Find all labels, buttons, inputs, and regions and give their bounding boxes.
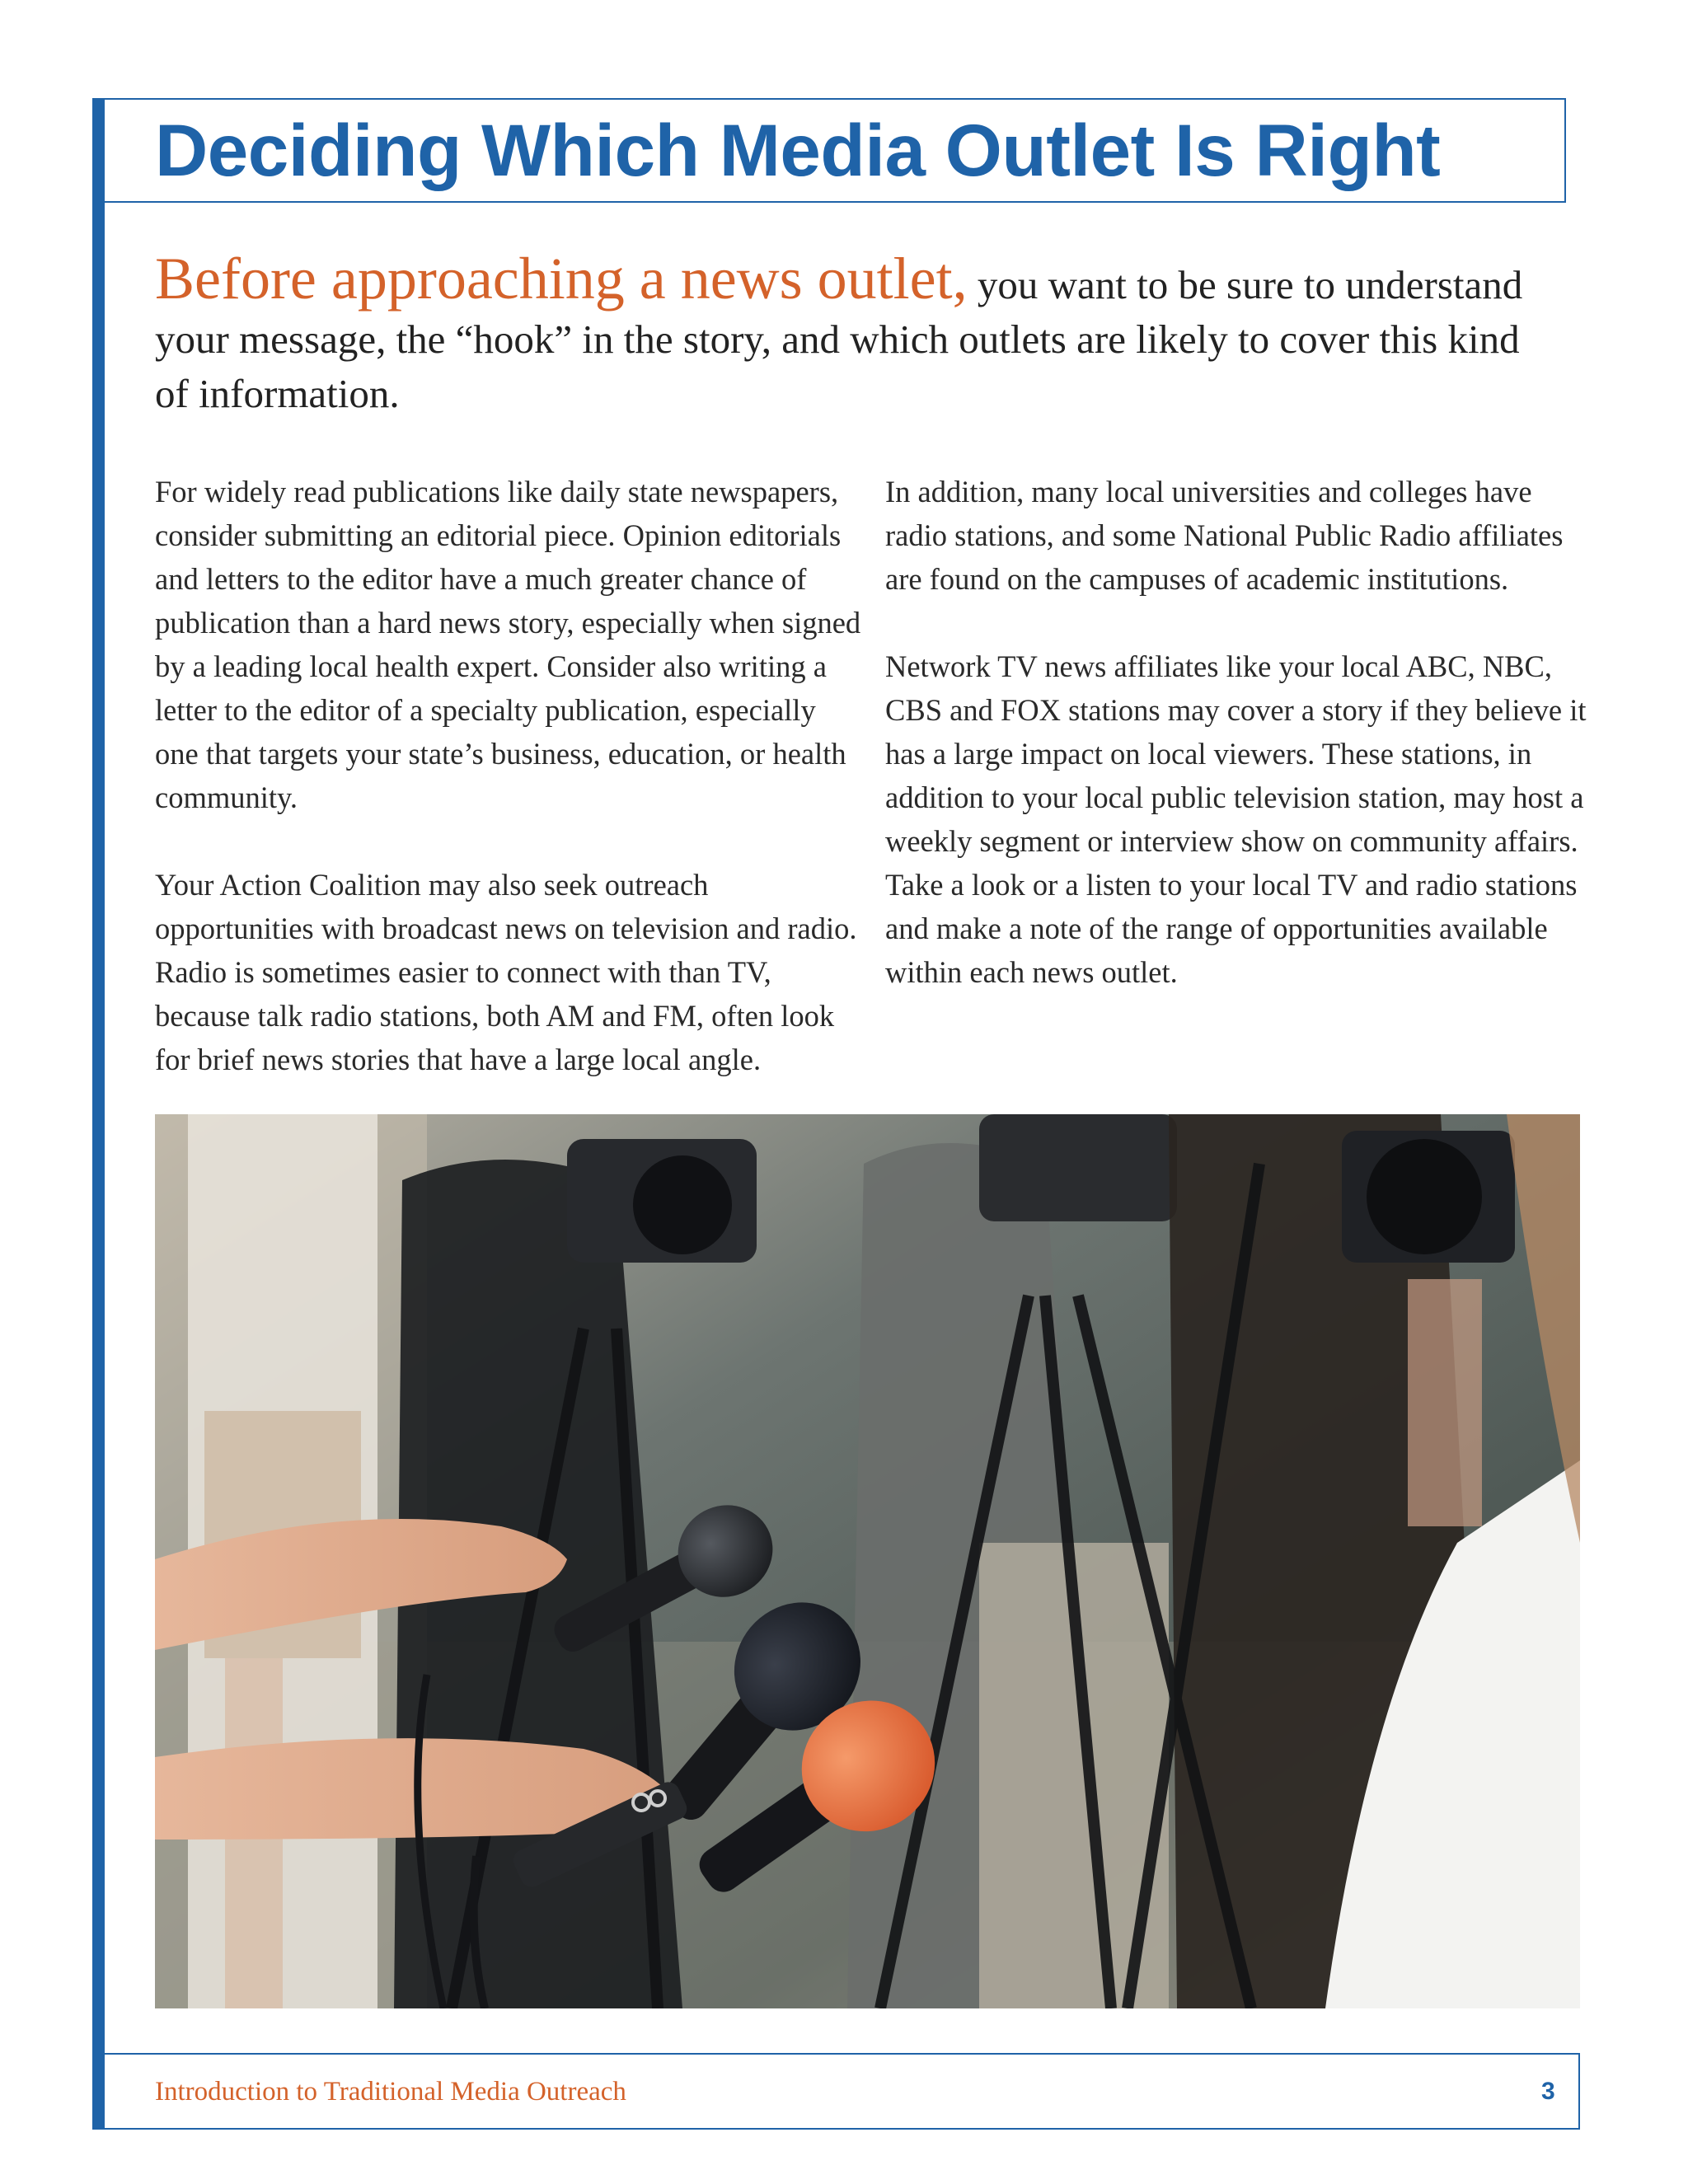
footer-label: Introduction to Traditional Media Outreach — [155, 2077, 626, 2107]
press-microphones-photo — [155, 1114, 1580, 2008]
page-number: 3 — [1541, 2078, 1555, 2105]
page-title: Deciding Which Media Outlet Is Right — [155, 109, 1441, 191]
right-paragraph-1: In addition, many local universities and colleges have radio stations, and some National Public Radio affiliates are found on the campuses of academic institutions. — [885, 475, 1564, 596]
left-column — [155, 470, 864, 1125]
left-accent-bar — [92, 98, 105, 2130]
left-paragraph-2: Your Action Coalition may also seek outreach opportunities with broadcast news on television and radio. Radio is sometimes easier to connect with than TV, because talk radio stations, both AM and FM, often look for brief news stories that have a large local angle. — [155, 868, 857, 1076]
intro-paragraph — [155, 246, 1556, 421]
intro-lead: Before approaching a news outlet, — [155, 246, 968, 312]
intro-rest: you want to be sure to understand your message, the “hook” in the story, and which outlets are likely to cover this kind of information. — [155, 262, 1523, 416]
left-paragraph-1: For widely read publications like daily state newspapers, consider submitting an editorial piece. Opinion editorials and letters to the editor have a much greater chance of publication than a hard news story, especially when signed by a leading local health expert. Consider also writing a letter to the editor of a specialty publication, especially one that targets your state’s business, education, or health community. — [155, 475, 861, 814]
right-paragraph-2: Network TV news affiliates like your local ABC, NBC, CBS and FOX stations may cover a story if they believe it has a large impact on local viewers. These stations, in addition to your local public television station, may host a weekly segment or interview show on community affairs. Take a look or a listen to your local TV and radio stations and make a note of the range of opportunities available within each news outlet. — [885, 649, 1587, 989]
photo-illustration — [155, 1114, 1580, 2008]
right-column — [885, 470, 1594, 1038]
